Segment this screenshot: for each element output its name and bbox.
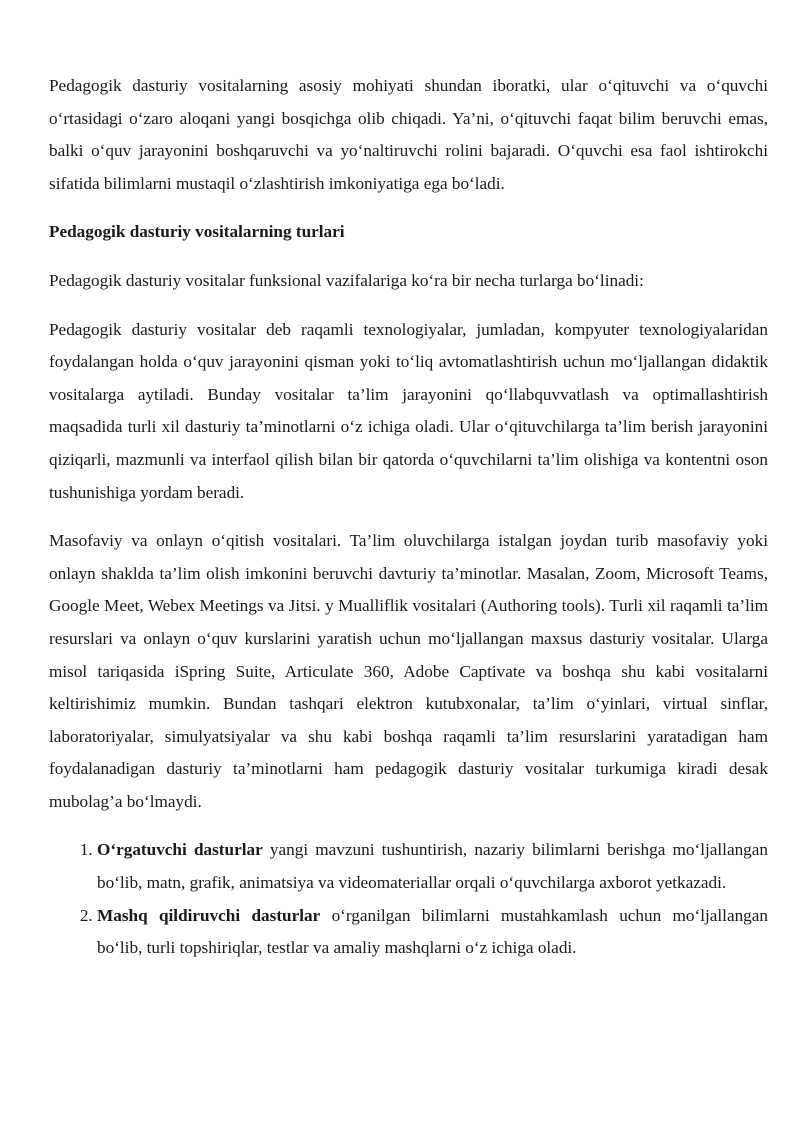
list-item-term: Oʻrgatuvchi dasturlar: [97, 840, 263, 860]
list-item: [97, 900, 768, 965]
list-item-text: yangi mavzuni tushuntirish, nazariy bilimlarni berishga moʻljallangan boʻlib, matn, grafik, animatsiya va videomateriallar orqali oʻquvchilarga axborot yetkazadi.: [97, 840, 768, 893]
paragraph-types-intro: Pedagogik dasturiy vositalar funksional vazifalariga koʻra bir necha turlarga boʻlinadi:: [49, 270, 644, 290]
list-item-term: Mashq qildiruvchi dasturlar: [97, 905, 321, 925]
paragraph-distance-learning: Masofaviy va onlayn oʻqitish vositalari. Ta’lim oluvchilarga istalgan joydan turib masofaviy yoki onlayn shaklda ta’lim olish imkonini beruvchi davturiy ta’minotlar. Masalan, Zoom, Microsoft Teams, Google Meet, Webex Meetings va Jitsi. y Mualliflik vositalari (Authoring tools). Turli xil raqamli ta’lim resurslari va onlayn oʻquv kurslarini yaratish uchun moʻljallangan maxsus dasturiy vositalar. Ularga misol tariqasida iSpring Suite, Articulate 360, Adobe Captivate va boshqa shu kabi vositalarni keltirishimiz mumkin. Bundan tashqari elektron kutubxonalar, ta’lim oʻyinlari, virtual sinflar, laboratoriyalar, simulyatsiyalar va shu kabi boshqa raqamli ta’lim resurslarini yaratadigan ham foydalanadigan dasturiy ta’minotlarni ham pedagogik dasturiy vositalar turkumiga kiradi desak mubolag’a boʻlmaydi.: [49, 531, 768, 811]
paragraph-definition: Pedagogik dasturiy vositalar deb raqamli texnologiyalar, jumladan, kompyuter texnologiyalaridan foydalangan holda oʻquv jarayonini qisman yoki toʻliq avtomatlashtirish uchun moʻljallangan didaktik vositalarga aytiladi. Bunday vositalar ta’lim jarayonini qoʻllabquvvatlash va optimallashtirish maqsadida turli xil dasturiy ta’minotlarni oʻz ichiga oladi. Ular oʻqituvchilarga ta’lim berish jarayonini qiziqarli, mazmunli va interfaol qilish bilan bir qatorda oʻquvchilarni ta’lim olishiga va kontentni oson tushunishiga yordam beradi.: [49, 319, 768, 502]
section-heading: Pedagogik dasturiy vositalarning turlari: [49, 222, 345, 242]
list-item-text: oʻrganilgan bilimlarni mustahkamlash uchun moʻljallangan boʻlib, turli topshiriqlar, testlar va amaliy mashqlarni oʻz ichiga oladi.: [97, 905, 768, 958]
list-item: [97, 834, 768, 899]
paragraph-intro: Pedagogik dasturiy vositalarning asosiy mohiyati shundan iboratki, ular oʻqituvchi va oʻquvchi oʻrtasidagi oʻzaro aloqani yangi bosqichga olib chiqadi. Ya’ni, oʻqituvchi faqat bilim beruvchi emas, balki oʻquv jarayonini boshqaruvchi va yoʻnaltiruvchi rolini bajaradi. Oʻquvchi esa faol ishtirokchi sifatida bilimlarni mustaqil oʻzlashtirish imkoniyatiga ega boʻladi.: [49, 76, 768, 193]
document-page: [49, 70, 768, 965]
types-list: [49, 834, 768, 964]
